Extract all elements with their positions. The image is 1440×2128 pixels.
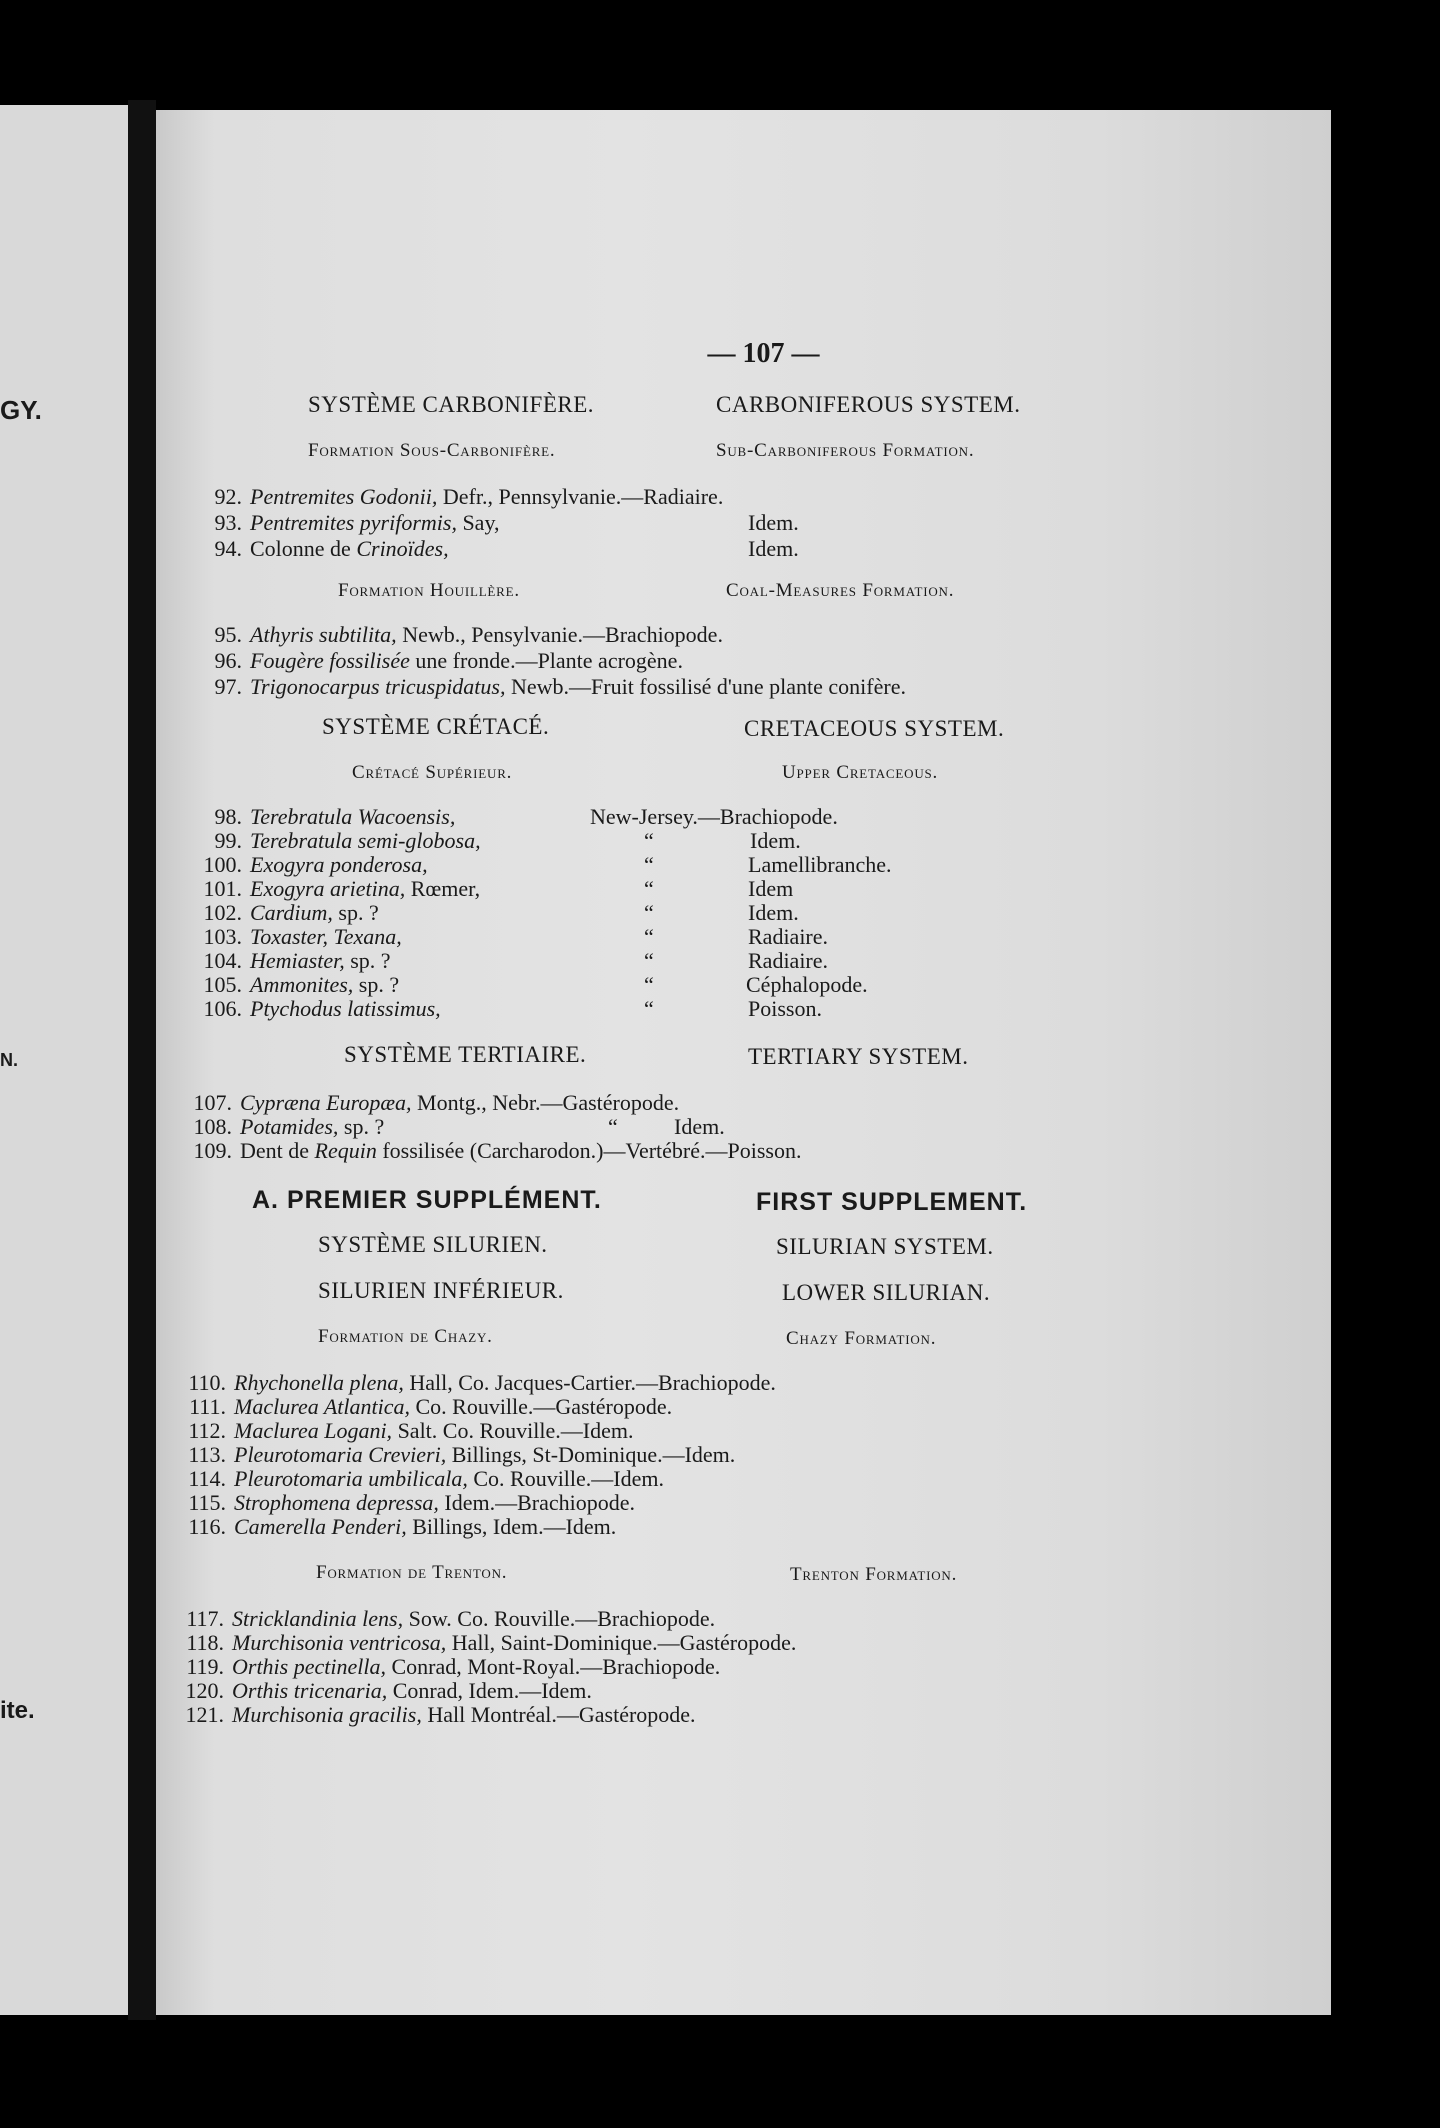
section-heading-fr: SYSTÈME CARBONIFÈRE. [308, 392, 595, 417]
ditto-mark: “ [644, 876, 654, 901]
subsection-heading-en: Sub-Carboniferous Formation. [716, 440, 975, 461]
specimen-entry: 93. Pentremites pyriformis, Say, [214, 510, 500, 535]
section-heading-fr: SILURIEN INFÉRIEUR. [318, 1278, 564, 1303]
supplement-heading-en: FIRST SUPPLEMENT. [756, 1188, 1028, 1216]
page-number: — 107 — [707, 338, 820, 369]
left-page-fragment: N. [0, 1050, 18, 1070]
left-page-edge [0, 105, 128, 2015]
specimen-class: Lamellibranche. [748, 852, 892, 877]
specimen-entry: 114. Pleurotomaria umbilicala, Co. Rouville.—Idem. [188, 1466, 664, 1491]
ditto-mark: “ [644, 900, 654, 925]
ditto-mark: “ [644, 996, 654, 1021]
section-heading-en: TERTIARY SYSTEM. [748, 1044, 969, 1069]
section-heading-fr: SYSTÈME SILURIEN. [318, 1232, 548, 1257]
specimen-class: Poisson. [748, 996, 822, 1021]
specimen-entry: 121. Murchisonia gracilis, Hall Montréal.—Gastéropode. [185, 1702, 696, 1727]
subsection-heading-fr: Crétacé Supérieur. [352, 762, 513, 783]
specimen-entry: 116. Camerella Penderi, Billings, Idem.—Idem. [188, 1514, 617, 1539]
specimen-entry: 102. Cardium, sp. ? [203, 900, 379, 925]
specimen-entry: 104. Hemiaster, sp. ? [203, 948, 391, 973]
specimen-entry: 119. Orthis pectinella, Conrad, Mont-Royal.—Brachiopode. [186, 1654, 721, 1679]
ditto-mark: “ [644, 948, 654, 973]
specimen-entry: 107. Cypræna Europæa, Montg., Nebr.—Gastéropode. [193, 1090, 680, 1115]
specimen-entry: 99. Terebratula semi-globosa, [214, 828, 481, 853]
left-page-fragment: GY. [0, 395, 42, 425]
specimen-entry: 109. Dent de Requin fossilisée (Carcharodon.)—Vertébré.—Poisson. [193, 1138, 802, 1163]
specimen-locality: New-Jersey.—Brachiopode. [590, 804, 838, 829]
section-heading-en: CRETACEOUS SYSTEM. [744, 716, 1005, 741]
specimen-entry: 106. Ptychodus latissimus, [203, 996, 441, 1021]
section-heading-en: LOWER SILURIAN. [782, 1280, 991, 1305]
ditto-mark: “ [644, 972, 654, 997]
ditto-mark: “ [644, 828, 654, 853]
ditto-mark: “ [644, 924, 654, 949]
specimen-class: Idem [748, 876, 794, 901]
section-heading-fr: SYSTÈME CRÉTACÉ. [322, 714, 550, 739]
book-spine [128, 100, 156, 2020]
specimen-class: Radiaire. [748, 948, 829, 973]
specimen-entry: 95. Athyris subtilita, Newb., Pensylvanie.—Brachiopode. [214, 622, 723, 647]
subsection-heading-fr: Formation de Trenton. [316, 1562, 508, 1583]
specimen-entry: 112. Maclurea Logani, Salt. Co. Rouville.—Idem. [188, 1418, 634, 1443]
specimen-class: Idem. [674, 1114, 725, 1139]
subsection-heading-en: Upper Cretaceous. [782, 762, 939, 783]
subsection-heading-fr: Formation Houillère. [338, 580, 520, 601]
specimen-entry: 113. Pleurotomaria Crevieri, Billings, St-Dominique.—Idem. [188, 1442, 736, 1467]
subsection-heading-en: Trenton Formation. [790, 1564, 958, 1585]
specimen-entry: 98. Terebratula Wacoensis, [214, 804, 456, 829]
subsection-heading-fr: Formation Sous-Carbonifère. [308, 440, 556, 461]
specimen-entry: 118. Murchisonia ventricosa, Hall, Saint-Dominique.—Gastéropode. [186, 1630, 797, 1655]
section-heading-en: CARBONIFEROUS SYSTEM. [716, 392, 1021, 417]
section-heading-fr: SYSTÈME TERTIAIRE. [344, 1042, 587, 1067]
specimen-entry: 111. Maclurea Atlantica, Co. Rouville.—Gastéropode. [189, 1394, 673, 1419]
subsection-heading-en: Chazy Formation. [786, 1328, 937, 1349]
specimen-entry: 92. Pentremites Godonii, Defr., Pennsylvanie.—Radiaire. [214, 484, 724, 509]
specimen-entry: 96. Fougère fossilisée une fronde.—Plante acrogène. [214, 648, 683, 673]
ditto-mark: “ [644, 852, 654, 877]
specimen-entry: 108. Potamides, sp. ? [193, 1114, 385, 1139]
book-page [156, 110, 1331, 2015]
subsection-heading-fr: Formation de Chazy. [318, 1326, 493, 1347]
left-page-fragment: ite. [0, 1697, 35, 1724]
specimen-entry: 97. Trigonocarpus tricuspidatus, Newb.—Fruit fossilisé d'une plante conifère. [214, 674, 906, 699]
specimen-entry: 117. Stricklandinia lens, Sow. Co. Rouville.—Brachiopode. [186, 1606, 716, 1631]
specimen-class: Idem. [748, 536, 799, 561]
specimen-entry: 115. Strophomena depressa, Idem.—Brachiopode. [188, 1490, 636, 1515]
subsection-heading-en: Coal-Measures Formation. [726, 580, 955, 601]
specimen-entry: 103. Toxaster, Texana, [203, 924, 402, 949]
specimen-entry: 120. Orthis tricenaria, Conrad, Idem.—Idem. [185, 1678, 592, 1703]
section-heading-en: SILURIAN SYSTEM. [776, 1234, 994, 1259]
ditto-mark: “ [608, 1114, 618, 1139]
specimen-entry: 100. Exogyra ponderosa, [203, 852, 428, 877]
specimen-class: Radiaire. [748, 924, 829, 949]
specimen-entry: 105. Ammonites, sp. ? [203, 972, 400, 997]
specimen-entry: 94. Colonne de Crinoïdes, [214, 536, 449, 561]
supplement-heading-fr: A. PREMIER SUPPLÉMENT. [252, 1186, 602, 1214]
specimen-class: Céphalopode. [746, 972, 868, 997]
specimen-class: Idem. [750, 828, 801, 853]
specimen-entry: 101. Exogyra arietina, Rœmer, [203, 876, 481, 901]
specimen-class: Idem. [748, 900, 799, 925]
specimen-entry: 110. Rhychonella plena, Hall, Co. Jacques-Cartier.—Brachiopode. [188, 1370, 776, 1395]
specimen-class: Idem. [748, 510, 799, 535]
